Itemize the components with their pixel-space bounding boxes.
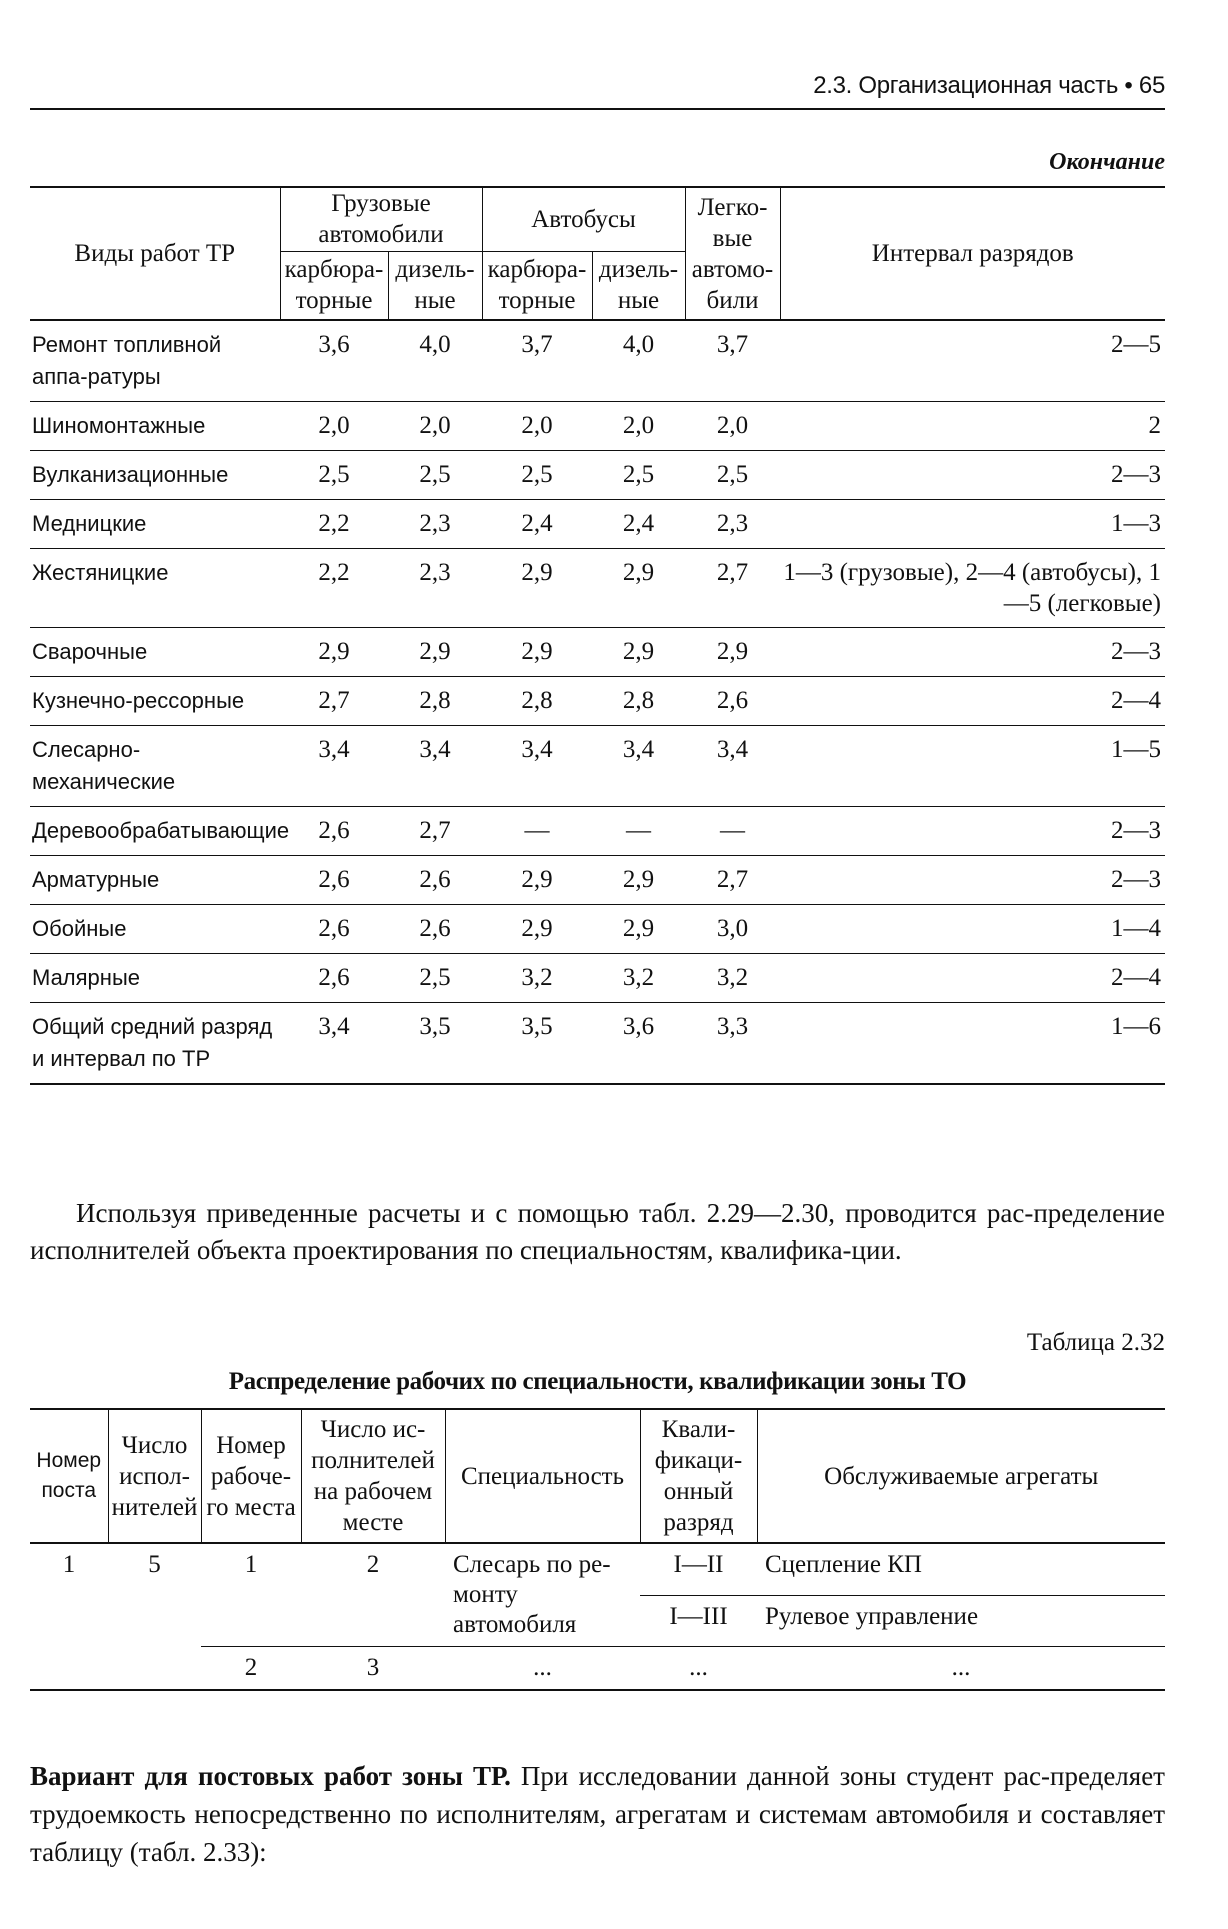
cell-grade-value: — [685, 807, 780, 856]
cell-grade-value: 2,2 [280, 549, 388, 628]
head-work-types: Виды работ ТР [30, 187, 280, 320]
cell-grade-value: 2,9 [482, 549, 592, 628]
cell-grade-value: 2,9 [592, 628, 685, 677]
table-row [30, 677, 1165, 726]
cell-grade-interval: 2—3 [780, 856, 1165, 905]
cell-grade-value: 3,7 [482, 320, 592, 402]
head-post-no: Номер поста [30, 1409, 108, 1543]
cell-grade-value: 2,7 [685, 549, 780, 628]
cell-grade-value: 2,6 [280, 954, 388, 1003]
cell-grade-value: 2,8 [388, 677, 482, 726]
cell-grade-value: 2,9 [388, 628, 482, 677]
head-workplace-no: Номер рабоче-го места [201, 1409, 301, 1543]
cell-grade-value: 3,4 [280, 1003, 388, 1085]
cell-grade-value: 4,0 [388, 320, 482, 402]
head-interval: Интервал разрядов [780, 187, 1165, 320]
cell-grade-value: — [592, 807, 685, 856]
cell-grade-value: 2,3 [685, 500, 780, 549]
cell-grade-value: 2,9 [592, 549, 685, 628]
cell-grade: ... [640, 1647, 757, 1691]
cell-grade-value: 2,4 [482, 500, 592, 549]
head-trucks-diesel: дизель-ные [388, 251, 482, 320]
cell-grade-value: 3,6 [280, 320, 388, 402]
cell-units: ... [757, 1647, 1165, 1691]
table-row [30, 628, 1165, 677]
table-row [30, 1003, 1165, 1085]
cell-grade-value: 3,4 [685, 726, 780, 807]
cell-work-type: Обойные [30, 905, 280, 954]
cell-grade-value: 3,4 [280, 726, 388, 807]
table-row [30, 1543, 1165, 1595]
cell-grade-value: 3,4 [388, 726, 482, 807]
cell-grade-value: 3,2 [685, 954, 780, 1003]
cell-per-place: 2 [366, 1551, 380, 1578]
table-row [30, 1647, 1165, 1691]
running-header [30, 72, 1165, 112]
cell-grade: I—III [669, 1602, 728, 1630]
body-paragraph-2 [30, 1757, 1165, 1871]
cell-grade-interval: 2—3 [780, 807, 1165, 856]
body-paragraph: Используя приведенные расчеты и с помощью табл. 2.29—2.30, проводится рас-пределение исполнителей объекта проектирования по специальностям, квалифика-ции. [30, 1198, 1165, 1265]
cell-grade-value: 3,4 [592, 726, 685, 807]
cell-grade-value: 2,7 [685, 856, 780, 905]
head-buses-diesel: дизель-ные [592, 251, 685, 320]
cell-grade-value: 3,2 [592, 954, 685, 1003]
cell-grade-value: 2,5 [592, 451, 685, 500]
cell-grade-value: 3,4 [482, 726, 592, 807]
table-row [30, 451, 1165, 500]
cell-count: 5 [148, 1551, 161, 1578]
cell-grade-value: 2,2 [280, 500, 388, 549]
cell-count [108, 1647, 201, 1691]
head-trucks: Грузовые автомобили [280, 187, 482, 251]
cell-grade-value: 2,7 [280, 677, 388, 726]
cell-grade-value: 2,8 [482, 677, 592, 726]
cell-grade: I—II [640, 1543, 757, 1595]
cell-grade-interval: 1—5 [780, 726, 1165, 807]
cell-grade-value: 2,9 [280, 628, 388, 677]
running-title: 2.3. Организационная часть • 65 [813, 72, 1165, 99]
cell-work-type: Шиномонтажные [30, 402, 280, 451]
table-row [30, 856, 1165, 905]
head-workers-count: Число испол-нителей [108, 1409, 201, 1543]
table-row [30, 726, 1165, 807]
table-row [30, 320, 1165, 402]
cell-grade-value: 2,0 [280, 402, 388, 451]
head-trucks-carb: карбюра-торные [280, 251, 388, 320]
head-buses-carb: карбюра-торные [482, 251, 592, 320]
cell-grade-value: 4,0 [592, 320, 685, 402]
cell-grade-value: 2,6 [388, 905, 482, 954]
cell-grade-value: 2,6 [388, 856, 482, 905]
cell-speciality: ... [445, 1647, 640, 1691]
cell-post: 1 [62, 1551, 76, 1578]
head-grade: Квали-фикаци-онный разряд [640, 1409, 757, 1543]
table-title: Распределение рабочих по специальности, квалификации зоны ТО [228, 1368, 967, 1395]
cell-grade-value: 2,3 [388, 500, 482, 549]
qualification-table-body [30, 320, 1165, 1084]
cell-grade-value: 2,5 [280, 451, 388, 500]
cell-work-type: Жестяницкие [30, 549, 280, 628]
cell-unit: Рулевое управление [765, 1602, 979, 1630]
cell-grade-value: 3,5 [482, 1003, 592, 1085]
table-row [30, 905, 1165, 954]
cell-grade-value: 2,0 [685, 402, 780, 451]
cell-speciality: Слесарь по ре-монту автомобиля [453, 1551, 611, 1638]
header-rule [30, 108, 1165, 110]
cell-grade-value: 2,0 [592, 402, 685, 451]
table-row [30, 807, 1165, 856]
cell-grade-value: 3,6 [592, 1003, 685, 1085]
cell-grade-value: 3,5 [388, 1003, 482, 1085]
cell-grade-value: 3,7 [685, 320, 780, 402]
cell-work-type: Общий средний разряд и интервал по ТР [30, 1003, 280, 1085]
head-buses: Автобусы [482, 187, 685, 251]
paragraph-lead: Вариант для постовых работ зоны ТР. [30, 1761, 511, 1791]
cell-grade-interval: 1—6 [780, 1003, 1165, 1085]
cell-grade-value: 2,3 [388, 549, 482, 628]
cell-place: 1 [244, 1551, 258, 1578]
cell-work-type: Малярные [30, 954, 280, 1003]
cell-place: 2 [201, 1647, 301, 1691]
head-cars: Легко-вые автомо-били [685, 187, 780, 320]
cell-work-type: Слесарно-механические [30, 726, 280, 807]
head-workers-per-place: Число ис-полнителей на рабочем месте [301, 1409, 445, 1543]
cell-work-type: Ремонт топливной аппа-ратуры [30, 320, 280, 402]
cell-grade-value: 2,9 [592, 856, 685, 905]
cell-grade-value: 2,0 [388, 402, 482, 451]
cell-grade-interval: 2—3 [780, 451, 1165, 500]
cell-grade-value: 2,5 [388, 954, 482, 1003]
cell-grade-value: 3,0 [685, 905, 780, 954]
cell-per-place: 3 [301, 1647, 445, 1691]
cell-grade-value: 2,5 [388, 451, 482, 500]
cell-grade-interval: 2 [780, 402, 1165, 451]
head-speciality: Специальность [445, 1409, 640, 1543]
cell-grade-value: 2,6 [280, 856, 388, 905]
cell-grade-value: 2,6 [280, 807, 388, 856]
cell-grade-value: 2,9 [592, 905, 685, 954]
cell-grade-value: 2,8 [592, 677, 685, 726]
cell-grade-value: 2,7 [388, 807, 482, 856]
cell-grade-interval: 2—5 [780, 320, 1165, 402]
table-row [30, 549, 1165, 628]
cell-work-type: Кузнечно-рессорные [30, 677, 280, 726]
cell-grade-value: 2,0 [482, 402, 592, 451]
cell-grade-value: 2,9 [482, 628, 592, 677]
cell-grade-value: 2,5 [482, 451, 592, 500]
cell-grade-value: — [482, 807, 592, 856]
cell-grade-value: 2,6 [280, 905, 388, 954]
cell-work-type: Сварочные [30, 628, 280, 677]
qualification-table [30, 186, 1165, 1085]
paragraph-text: При исследовании данной зоны студент рас-пределяет трудоемкость непосредственно по исполнителям, агрегатам и системам автомобиля и составляет таблицу (табл. 2.33): [30, 1761, 1165, 1867]
table-number: Таблица 2.32 [1026, 1329, 1165, 1356]
cell-grade-value: 2,4 [592, 500, 685, 549]
table-continuation-label: Окончание [1049, 149, 1165, 175]
cell-grade-value: 2,6 [685, 677, 780, 726]
cell-grade-interval: 1—3 (грузовые), 2—4 (автобусы), 1—5 (легковые) [780, 549, 1165, 628]
workers-distribution-table [30, 1408, 1165, 1691]
cell-work-type: Вулканизационные [30, 451, 280, 500]
table-row [30, 500, 1165, 549]
table-row [30, 954, 1165, 1003]
cell-grade-value: 3,2 [482, 954, 592, 1003]
cell-grade-interval: 2—4 [780, 954, 1165, 1003]
cell-grade-interval: 1—3 [780, 500, 1165, 549]
table-row [30, 402, 1165, 451]
cell-grade-value: 3,3 [685, 1003, 780, 1085]
cell-unit: Сцепление КП [757, 1543, 1165, 1595]
cell-work-type: Медницкие [30, 500, 280, 549]
cell-work-type: Арматурные [30, 856, 280, 905]
cell-grade-value: 2,9 [482, 856, 592, 905]
cell-grade-interval: 2—3 [780, 628, 1165, 677]
cell-work-type: Деревообрабатывающие [30, 807, 280, 856]
cell-grade-value: 2,5 [685, 451, 780, 500]
cell-post [30, 1647, 108, 1691]
cell-grade-interval: 1—4 [780, 905, 1165, 954]
cell-grade-value: 2,9 [482, 905, 592, 954]
cell-grade-value: 2,9 [685, 628, 780, 677]
cell-grade-interval: 2—4 [780, 677, 1165, 726]
head-units: Обслуживаемые агрегаты [757, 1409, 1165, 1543]
